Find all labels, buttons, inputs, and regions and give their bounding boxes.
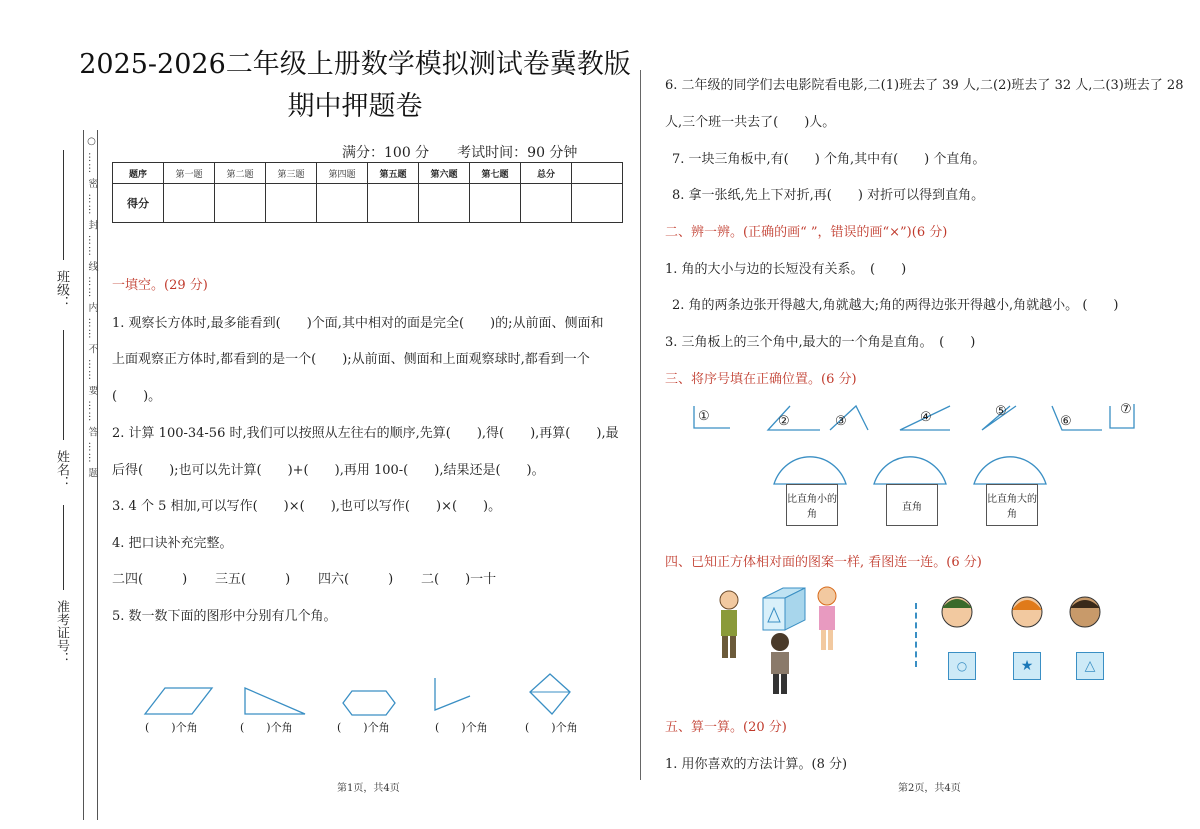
- judge-3: 3. 三角板上的三个角中,最大的一个角是直角。 ( ): [665, 335, 976, 350]
- score-row-label: 得分: [113, 184, 164, 223]
- paper-title-line1: 2025-2026二年级上册数学模拟测试卷冀教版: [79, 49, 631, 80]
- score-table-header: 第一题: [164, 163, 215, 184]
- q5-blank: ( )个角: [145, 721, 198, 734]
- s5-q1: 1. 用你喜欢的方法计算。(8 分): [665, 757, 848, 772]
- angle-number: ⑤: [995, 404, 1007, 419]
- score-cell[interactable]: [266, 184, 317, 223]
- cube-face-circle: ○: [948, 652, 976, 680]
- angle-number: ⑥: [1060, 414, 1072, 429]
- face-boy-left: [942, 597, 972, 627]
- q6-line1: 6. 二年级的同学们去电影院看电影,二(1)班去了 39 人,二(2)班去了 32 人,二(3)班去了 28: [665, 78, 1184, 93]
- q1-line3: ( )。: [112, 389, 162, 404]
- cube-face-star: ★: [1013, 652, 1041, 680]
- angle-shape: [435, 678, 470, 710]
- q4-item: 三五( ): [215, 572, 291, 587]
- q7: 7. 一块三角板中,有( ) 个角,其中有( ) 个直角。: [672, 152, 986, 167]
- score-cell[interactable]: [521, 184, 572, 223]
- parallelogram-shape: [145, 688, 212, 714]
- face-girl: [1012, 597, 1042, 627]
- group-larger-than-right: 比直角大的角: [986, 484, 1038, 526]
- score-cell[interactable]: [470, 184, 521, 223]
- q2-line2: 后得( );也可以先计算( )+( ),再用 100-( ),结果还是( )。: [112, 463, 545, 478]
- angle-number: ③: [835, 414, 847, 429]
- kite-shape: [530, 674, 570, 714]
- binding-margin: [0, 0, 100, 829]
- q4-item: 二四( ): [112, 572, 188, 587]
- faces-row: [935, 590, 1115, 630]
- q4-item: 四六( ): [318, 572, 394, 587]
- seal-line-text: ○ …… 密 …… 封 …… 线 …… 内 …… 不 …… 要 …… 答 …… 题: [86, 136, 97, 479]
- page-footer-left: 第1页，共4页: [337, 783, 400, 794]
- section3-title: 三、将序号填在正确位置。(6 分): [665, 372, 857, 387]
- q5: 5. 数一数下面的图形中分别有几个角。: [112, 609, 337, 624]
- score-table: [112, 162, 623, 223]
- q8: 8. 拿一张纸,先上下对折,再( ) 对折可以得到直角。: [672, 188, 985, 203]
- score-table-header: 第五题: [368, 163, 419, 184]
- exam-number-label: 准考证号：: [54, 600, 69, 665]
- page-footer-right: 第2页，共4页: [898, 783, 961, 794]
- section4-title: 四、已知正方体相对面的图案一样, 看图连一连。(6 分): [665, 555, 982, 570]
- q1-line2: 上面观察正方体时,都看到的是一个( );从前面、侧面和上面观察球时,都看到一个: [112, 352, 590, 367]
- name-label: 姓名：: [54, 450, 69, 489]
- score-cell[interactable]: [572, 184, 623, 223]
- score-cell[interactable]: [215, 184, 266, 223]
- girl-figure: [818, 587, 836, 650]
- q3: 3. 4 个 5 相加,可以写作( )×( ),也可以写作( )×( )。: [112, 499, 502, 514]
- exam-info: 满分：100 分 考试时间：90 分钟: [342, 145, 578, 161]
- group-smaller-than-right: 比直角小的角: [786, 484, 838, 526]
- angle-number: ①: [698, 409, 710, 424]
- class-label: 班级：: [54, 270, 69, 309]
- q5-blank: ( )个角: [337, 721, 390, 734]
- q5-shapes: [130, 670, 610, 722]
- q5-blank: ( )个角: [525, 721, 578, 734]
- q6-line2: 人,三个班一共去了( )人。: [665, 115, 836, 130]
- section1-title: 一填空。(29 分): [112, 278, 208, 293]
- q2-line1: 2. 计算 100-34-56 时,我们可以按照从左往右的顺序,先算( ),得( ),再算( ),最: [112, 426, 619, 441]
- judge-2: 2. 角的两条边张开得越大,角就越大;角的两得边张开得越小,角就越小。 ( ): [672, 298, 1119, 313]
- cube-face-triangle: △: [1076, 652, 1104, 680]
- kids-and-cube: [705, 580, 865, 700]
- score-table-header: 题序: [113, 163, 164, 184]
- score-table-header: 总分: [521, 163, 572, 184]
- q5-blank: ( )个角: [435, 721, 488, 734]
- score-table-header: 第六题: [419, 163, 470, 184]
- angle-2-shape: [768, 406, 820, 430]
- q5-blank: ( )个角: [240, 721, 293, 734]
- q4: 4. 把口诀补充完整。: [112, 536, 233, 551]
- score-table-header: 第七题: [470, 163, 521, 184]
- boy-left-figure: [720, 591, 738, 658]
- face-boy-back: [1070, 597, 1100, 627]
- score-table-header: 第二题: [215, 163, 266, 184]
- cube-figure: [763, 588, 805, 630]
- score-table-header: [572, 163, 623, 184]
- score-table-header: 第四题: [317, 163, 368, 184]
- page-divider: [640, 70, 641, 780]
- score-cell[interactable]: [317, 184, 368, 223]
- paper-title-line2: 期中押题卷: [287, 91, 423, 122]
- angle-number: ⑦: [1120, 402, 1132, 417]
- hexagon-shape: [343, 691, 395, 715]
- divider-dashed: [915, 603, 917, 667]
- score-cell[interactable]: [419, 184, 470, 223]
- q4-item: 二( )一十: [421, 572, 497, 587]
- section5-title: 五、算一算。(20 分): [665, 720, 787, 735]
- score-cell[interactable]: [368, 184, 419, 223]
- angle-number: ④: [920, 410, 932, 425]
- section2-title: 二、辨一辨。(正确的画“ ”，错误的画“×”)(6 分): [665, 225, 948, 240]
- score-cell[interactable]: [164, 184, 215, 223]
- judge-1: 1. 角的大小与边的长短没有关系。 ( ): [665, 262, 907, 277]
- boy-back-figure: [771, 633, 789, 694]
- angle-number: ②: [778, 414, 790, 429]
- q1-line1: 1. 观察长方体时,最多能看到( )个面,其中相对的面是完全( )的;从前面、侧面和: [112, 316, 604, 331]
- group-right-angle: 直角: [886, 484, 938, 526]
- triangle-shape: [245, 688, 305, 714]
- score-table-header: 第三题: [266, 163, 317, 184]
